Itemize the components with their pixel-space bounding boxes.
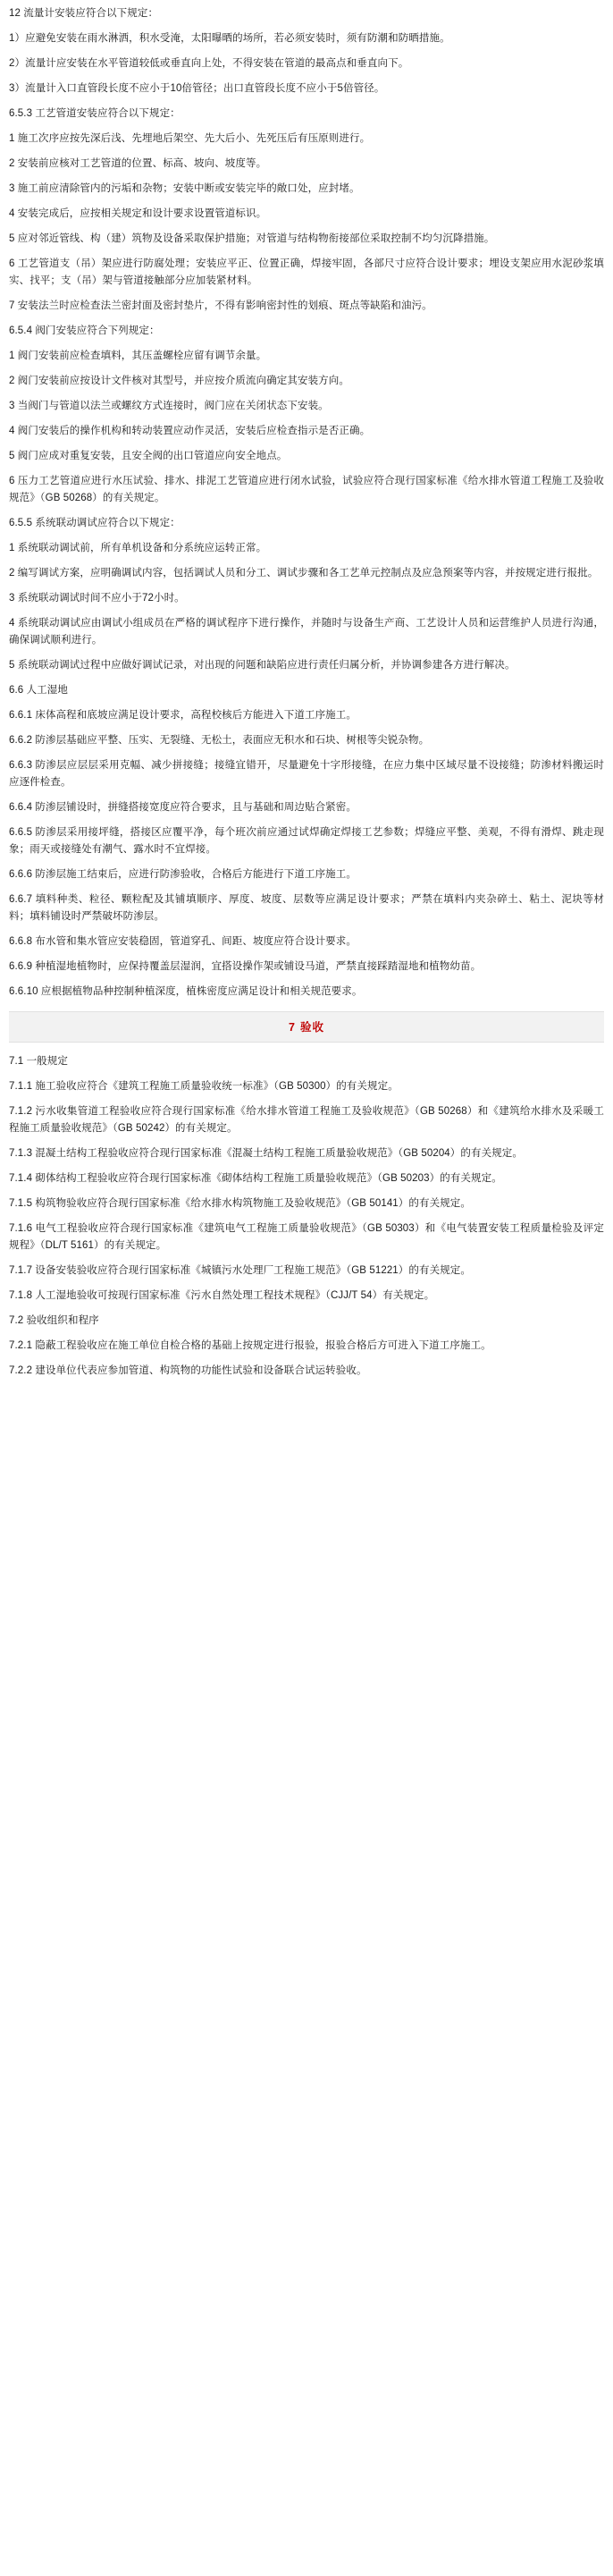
paragraph: 6.6 人工湿地 [9, 685, 68, 696]
paragraph: 7.2.2 建设单位代表应参加管道、构筑物的功能性试验和设备联合试运转验收。 [9, 1365, 367, 1376]
paragraph: 12 流量计安装应符合以下规定： [9, 8, 159, 19]
paragraph: 3 施工前应清除管内的污垢和杂物；安装中断或安装完毕的敞口处，应封堵。 [9, 183, 360, 194]
paragraph: 7.1.7 设备安装验收应符合现行国家标准《城镇污水处理厂工程施工规范》（GB 51221）的有关规定。 [9, 1265, 472, 1276]
paragraph: 4 阀门安装后的操作机构和转动装置应动作灵活，安装后应检查指示是否正确。 [9, 426, 371, 436]
paragraph: 5 阀门应成对重复安装，且安全阀的出口管道应向安全地点。 [9, 451, 288, 461]
paragraph: 2 安装前应核对工艺管道的位置、标高、坡向、坡度等。 [9, 158, 267, 169]
paragraph: 1 系统联动调试前，所有单机设备和分系统应运转正常。 [9, 543, 267, 553]
paragraph: 2 编写调试方案，应明确调试内容，包括调试人员和分工、调试步骤和各工艺单元控制点及应急预案等内容，并按规定进行报批。 [9, 568, 599, 579]
paragraph: 2 阀门安装前应按设计文件核对其型号，并应按介质流向确定其安装方向。 [9, 376, 349, 386]
paragraph: 3 当阀门与管道以法兰或螺纹方式连接时，阀门应在关闭状态下安装。 [9, 401, 329, 411]
paragraph: 6.6.10 应根据植物品种控制种植深度，植株密度应满足设计和相关规范要求。 [9, 986, 363, 997]
paragraph: 6.6.2 防渗层基础应平整、压实、无裂缝、无松土，表面应无积水和石块、树根等尖锐杂物。 [9, 735, 430, 746]
paragraph: 6.5.3 工艺管道安装应符合以下规定： [9, 108, 181, 119]
paragraph-block-after-section [9, 1053, 604, 1380]
paragraph: 6.6.9 种植湿地植物时，应保持覆盖层湿润，宜搭设操作架或铺设马道，严禁直接踩踏湿地和植物幼苗。 [9, 961, 482, 972]
paragraph: 6 压力工艺管道应进行水压试验、排水、排泥工艺管道应进行闭水试验，试验应符合现行国家标准《给水排水管道工程施工及验收规范》（GB 50268）的有关规定。 [9, 476, 604, 503]
paragraph: 7.1.3 混凝土结构工程验收应符合现行国家标准《混凝土结构工程施工质量验收规范》（GB 50204）的有关规定。 [9, 1148, 524, 1159]
paragraph: 3）流量计入口直管段长度不应小于10倍管径；出口直管段长度不应小于5倍管径。 [9, 83, 385, 94]
paragraph: 5 应对邻近管线、构（建）筑物及设备采取保护措施；对管道与结构物衔接部位采取控制不均匀沉降措施。 [9, 233, 495, 244]
paragraph: 7.1.6 电气工程验收应符合现行国家标准《建筑电气工程施工质量验收规范》（GB 50303）和《电气装置安装工程质量检验及评定规程》（DL/T 5161）的有关规定。 [9, 1223, 604, 1251]
paragraph: 6.5.4 阀门安装应符合下列规定： [9, 325, 160, 336]
paragraph: 4 安装完成后，应按相关规定和设计要求设置管道标识。 [9, 208, 267, 219]
paragraph: 7.1.8 人工湿地验收可按现行国家标准《污水自然处理工程技术规程》（CJJ/T 54）有关规定。 [9, 1290, 435, 1301]
section-title: 验收 [299, 1021, 324, 1034]
paragraph: 1 施工次序应按先深后浅、先埋地后架空、先大后小、先死压后有压原则进行。 [9, 133, 371, 144]
paragraph: 7 安装法兰时应检查法兰密封面及密封垫片，不得有影响密封性的划痕、斑点等缺陷和油污。 [9, 300, 432, 311]
paragraph: 6.6.5 防渗层采用接坪缝，搭接区应覆平净，每个班次前应通过试焊确定焊接工艺参数；焊缝应平整、美观，不得有滑焊、跳走现象；雨天或接缝处有潮气、露水时不宜焊接。 [9, 827, 604, 855]
paragraph: 6.6.6 防渗层施工结束后，应进行防渗验收，合格后方能进行下道工序施工。 [9, 869, 357, 880]
paragraph: 6.6.3 防渗层应层层采用克幅、减少拼接缝；接缝宜错开，尽量避免十字形接缝，在应力集中区域尽量不设接缝；防渗材料搬运时应逐件检查。 [9, 760, 604, 788]
paragraph: 7.2 验收组织和程序 [9, 1315, 99, 1326]
paragraph-block-before-section [9, 5, 604, 1001]
section-number: 7 [289, 1021, 295, 1034]
paragraph: 7.1.1 施工验收应符合《建筑工程施工质量验收统一标准》（GB 50300）的有关规定。 [9, 1081, 399, 1092]
paragraph: 6.5.5 系统联动调试应符合以下规定： [9, 518, 181, 528]
paragraph: 7.1 一般规定 [9, 1056, 68, 1067]
paragraph: 1）应避免安装在雨水淋洒，积水受淹，太阳曝晒的场所，若必须安装时，须有防潮和防晒措施。 [9, 33, 450, 44]
section-heading-banner [9, 1011, 604, 1043]
paragraph: 3 系统联动调试时间不应小于72小时。 [9, 593, 185, 604]
paragraph: 7.1.2 污水收集管道工程验收应符合现行国家标准《给水排水管道工程施工及验收规范》（GB 50268）和《建筑给水排水及采暖工程施工质量验收规范》（GB 50242）的有关规定。 [9, 1106, 604, 1134]
paragraph: 6 工艺管道支（吊）架应进行防腐处理；安装应平正、位置正确，焊接牢固，各部尺寸应符合设计要求；埋设支架应用水泥砂浆填实、找平；支（吊）架与管道接触部分应加装紧材料。 [9, 258, 604, 286]
paragraph: 2）流量计应安装在水平管道较低或垂直向上处，不得安装在管道的最高点和垂直向下。 [9, 58, 409, 69]
paragraph: 7.1.5 构筑物验收应符合现行国家标准《给水排水构筑物施工及验收规范》（GB 50141）的有关规定。 [9, 1198, 472, 1209]
paragraph: 5 系统联动调试过程中应做好调试记录，对出现的问题和缺陷应进行责任归属分析，并协调参建各方进行解决。 [9, 660, 516, 671]
paragraph: 7.2.1 隐蔽工程验收应在施工单位自检合格的基础上按规定进行报验，报验合格后方可进入下道工序施工。 [9, 1340, 491, 1351]
paragraph: 1 阀门安装前应检查填料，其压盖螺栓应留有调节余量。 [9, 351, 267, 361]
paragraph: 6.6.4 防渗层铺设时，拼缝搭接宽度应符合要求，且与基础和周边贴合紧密。 [9, 802, 357, 813]
paragraph: 7.1.4 砌体结构工程验收应符合现行国家标准《砌体结构工程施工质量验收规范》（GB 50203）的有关规定。 [9, 1173, 502, 1184]
paragraph: 6.6.7 填料种类、粒径、颗粒配及其铺填顺序、厚度、坡度、层数等应满足设计要求；严禁在填料内夹杂碎土、粘土、泥块等材料；填料铺设时严禁破坏防渗层。 [9, 894, 604, 922]
paragraph: 6.6.1 床体高程和底坡应满足设计要求，高程校核后方能进入下道工序施工。 [9, 710, 357, 721]
paragraph: 6.6.8 布水管和集水管应安装稳固，管道穿孔、间距、坡度应符合设计要求。 [9, 936, 357, 947]
paragraph: 4 系统联动调试应由调试小组成员在严格的调试程序下进行操作，并随时与设备生产商、工艺设计人员和运营维护人员进行沟通，确保调试顺利进行。 [9, 618, 604, 646]
